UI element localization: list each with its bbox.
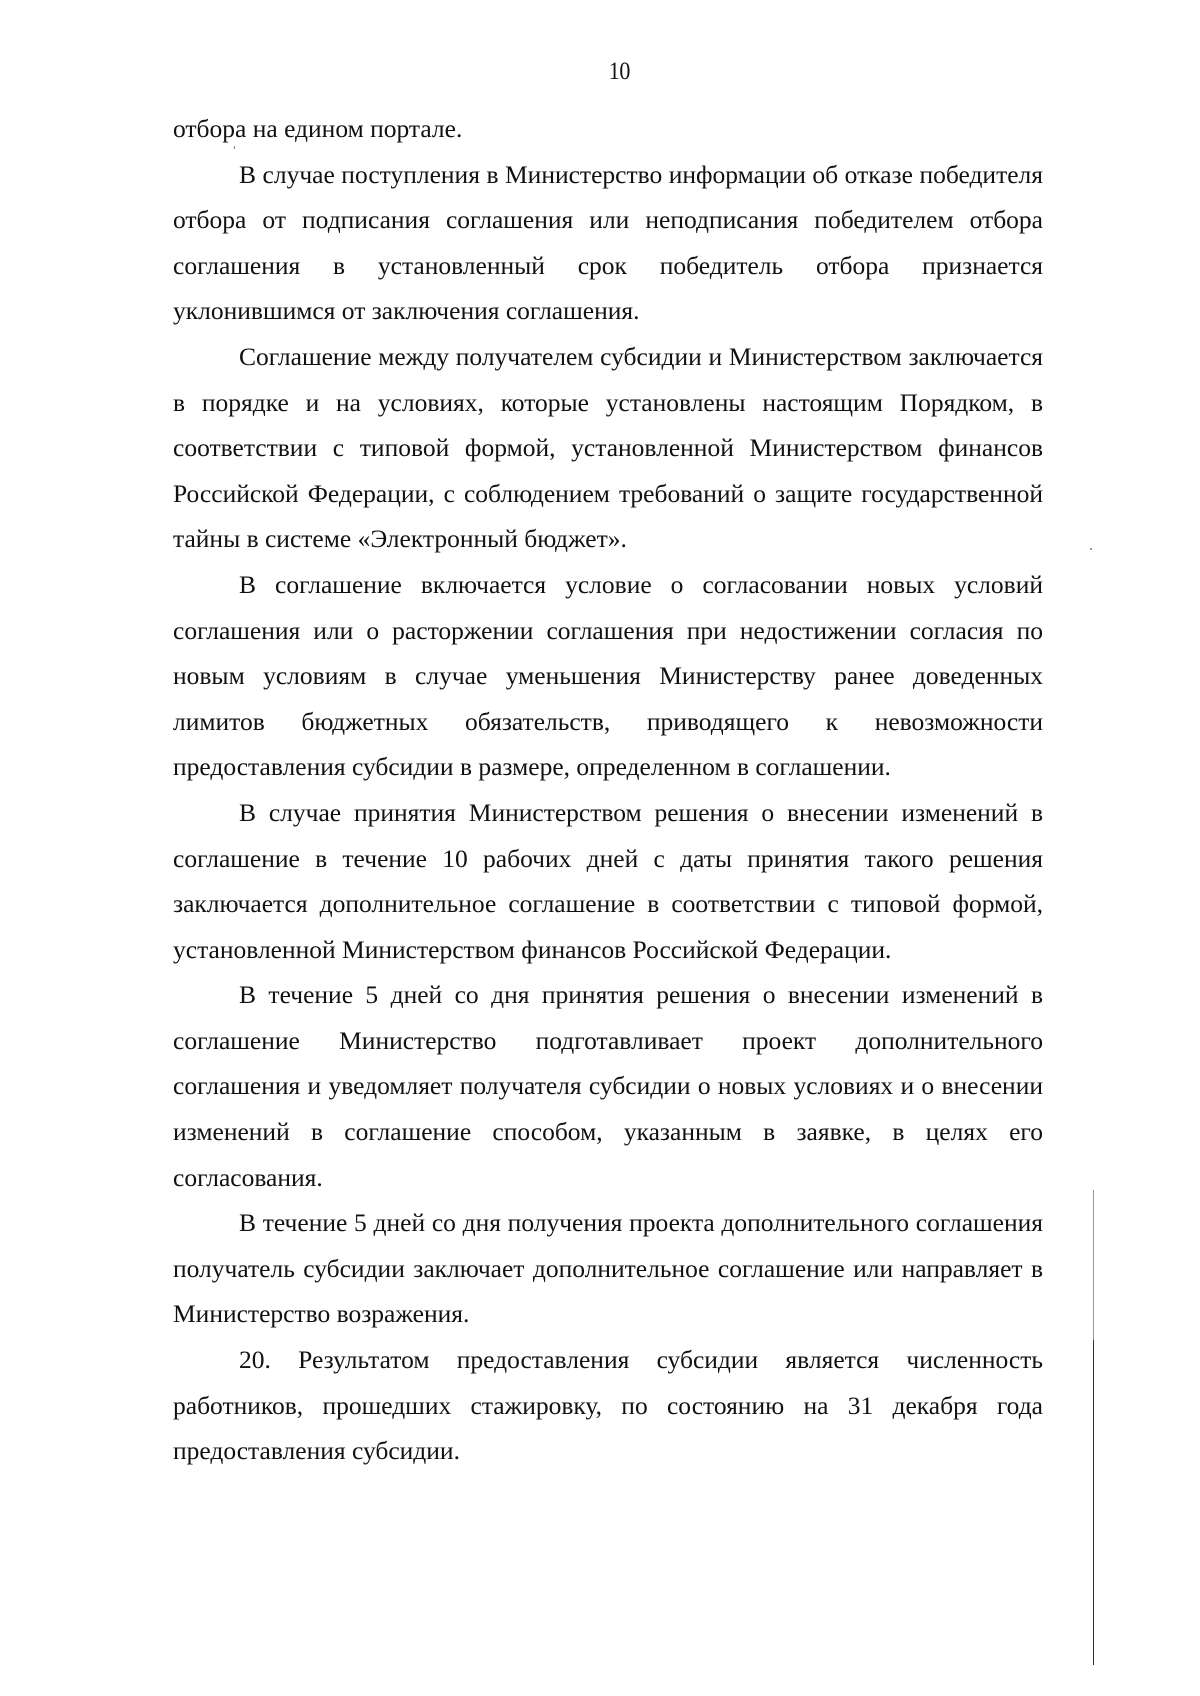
paragraph-changes-decision: В случае принятия Министерством решения о внесении изменений в соглашение в течение 10 рабочих дней с даты принятия такого решения заключается дополнительное соглашение в соответствии с типовой формой, установленной Министерством финансов Российской Федерации. bbox=[173, 797, 1043, 964]
page-number: 10 bbox=[608, 58, 630, 85]
paragraph-refusal: В случае поступления в Министерство информации об отказе победителя отбора от подписания соглашения или неподписания победителем отбора соглашения в установленный срок победитель отбора признается уклонившимся от заключения соглашения. bbox=[173, 159, 1043, 326]
paragraph-item-20: 20. Результатом предоставления субсидии является численность работников, прошедших стажировку, по состоянию на 31 декабря года предоставления субсидии. bbox=[173, 1345, 1043, 1466]
document-body bbox=[173, 106, 1043, 1474]
paragraph-continuation: отбора на едином портале. bbox=[173, 114, 463, 143]
scan-edge-line bbox=[1093, 1340, 1094, 1665]
paragraph-draft-preparation: В течение 5 дней со дня принятия решения о внесении изменений в соглашение Министерство подготавливает проект дополнительного соглашения и уведомляет получателя субсидии о новых условиях и о внесении изменений в соглашение способом, указанным в заявке, в целях его согласования. bbox=[173, 980, 1043, 1192]
scan-speck bbox=[1090, 548, 1092, 550]
scan-edge-line-faint bbox=[1093, 1190, 1094, 1340]
paragraph-new-conditions: В соглашение включается условие о согласовании новых условий соглашения или о расторжении соглашения при недостижении согласия по новым условиям в случае уменьшения Министерству ранее доведенных лимитов бюджетных обязательств, приводящего к невозможности предоставления субсидии в размере, определенном в соглашении. bbox=[173, 569, 1043, 782]
paragraph-agreement: Соглашение между получателем субсидии и Министерством заключается в порядке и на условиях, которые установлены настоящим Порядком, в соответствии с типовой формой, установленной Министерством финансов Российской Федерации, с соблюдением требований о защите государственной тайны в системе «Электронный бюджет». bbox=[173, 341, 1043, 554]
scan-speck bbox=[234, 146, 235, 149]
paragraph-draft-receipt: В течение 5 дней со дня получения проекта дополнительного соглашения получатель субсидии заключает дополнительное соглашение или направляет в Министерство возражения. bbox=[173, 1208, 1043, 1329]
